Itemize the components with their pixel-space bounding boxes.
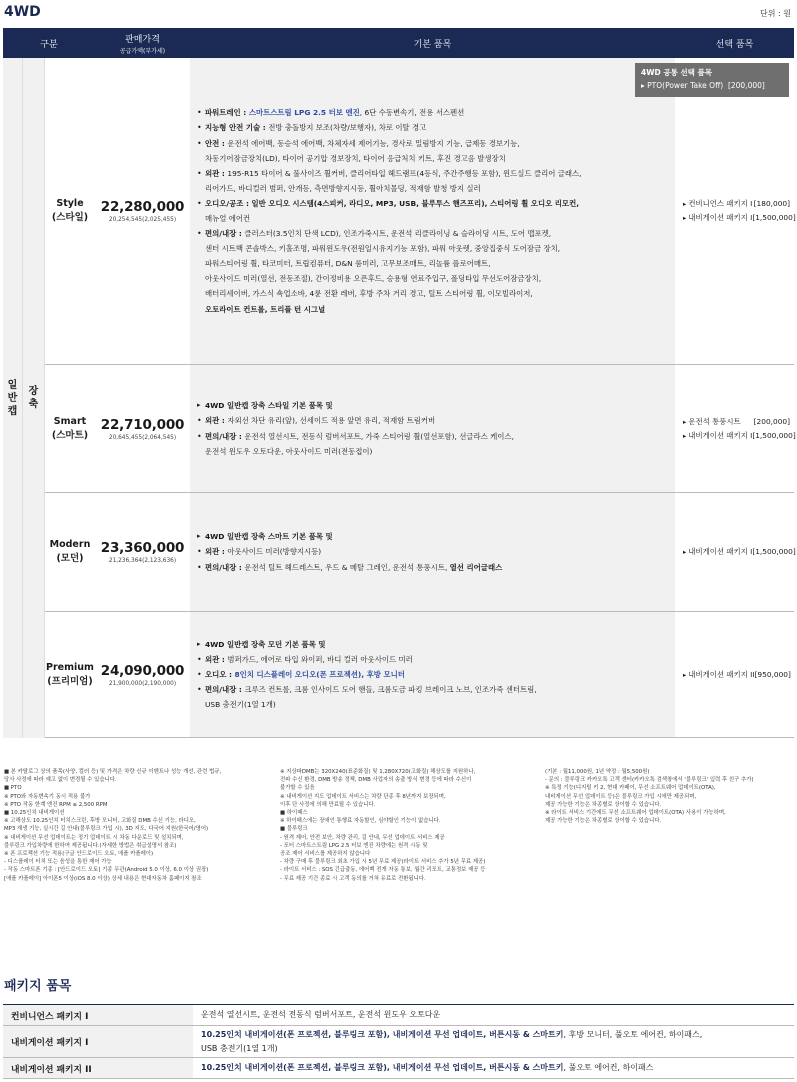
trim-name-en: Modern (49, 539, 91, 550)
basic-text: 자외선 차단 유리(앞), 선세이드 적용 앞면 유리, 적재함 트림커버 (227, 416, 436, 426)
basic-item (196, 211, 675, 226)
basic-item (196, 241, 675, 256)
basic-label: 지능형 안전 기술 : (205, 123, 269, 133)
option-name: ▸ 내비게이션 패키지 I (683, 211, 752, 225)
basic-heading: 4WD 일반캡 장축 스타일 기본 품목 및 (205, 401, 333, 411)
basic-item (196, 271, 675, 286)
common-options-title: 4WD 공통 선택 품목 (641, 68, 713, 77)
basic-label: 편의/내장 : (205, 562, 245, 572)
trim-row-style (45, 58, 794, 365)
basic-continuation: 차동기어잠금장치(LD), 타이어 공기압 경보장치, 타이어 응급처치 키트, 후진 경고음 발생장치 (205, 153, 506, 163)
supply-value: 21,236,364(2,123,636) (108, 558, 177, 564)
basic-items (190, 58, 675, 364)
trim-price (95, 612, 190, 737)
note-line: ■ PTO (4, 785, 22, 792)
note-line: 블루링크 가입차량에 한하여 제공됩니다.(자세한 방법은 취급설명서 참조) (4, 842, 177, 849)
option-item (683, 197, 790, 211)
trim-name-en: Premium (46, 661, 94, 673)
basic-item (196, 196, 675, 211)
package-row (3, 1004, 794, 1026)
basic-label: 편의/내장 : (205, 685, 245, 695)
basic-text: 전방 충돌방지 보조(차량/보행자), 차로 이탈 경고 (268, 123, 427, 133)
basic-continuation: 배터리세이버, 가스식 쇽업소바, 4륜 전환 레버, 후방 주차 거리 경고, 틸트 스티어링 휠, 이모빌라이저, (205, 289, 533, 299)
trim-name-kr: (모던) (56, 553, 84, 564)
note-line: ※ 특정 기능(디지털 키 2, 현대 카페이, 무선 소프트웨어 업데이트(OTA), (545, 785, 716, 792)
note-line: ※ PTO 작동 한계 엔진 RPM ≤ 2,500 RPM (4, 801, 108, 808)
supply-value: 20,645,455(2,064,545) (108, 434, 177, 441)
note-line: ■ 블루링크 (280, 826, 308, 833)
note-line: ■ 본 카탈로그 상의 품목(사양, 컬러 등) 및 가격은 차량 신규 이벤트나 성능 개선, 관련 법규, (4, 769, 222, 775)
trim-name-kr: (스마트) (51, 429, 89, 441)
note-line: - 라이트 서비스 : SOS 긴급출동, 에어백 전개 자동 통보, 월간 리포트, 교통정보 제공 등 (280, 867, 486, 874)
supply-value: 21,900,000(2,190,000) (108, 680, 177, 687)
basic-text: 클러스터(3.5인치 단색 LCD), 인조가죽시트, 운전석 리클라이닝 & 슬라이딩 시트, 도어 맵포켓, (244, 229, 552, 239)
basic-item (196, 151, 675, 166)
note-line: 제공 가능한 기능은 차종별로 상이할 수 있습니다. (545, 818, 662, 825)
basic-label: 안전 : (205, 138, 228, 148)
option-name: ▸ 운전석 통풍시트 (683, 415, 741, 429)
basic-items (190, 612, 675, 737)
basic-bold: 일반 오디오 시스템(4스피커, 라디오, MP3, USB, 블루투스 핸즈프리), 스티어링 휠 오디오 리모컨, (251, 198, 580, 208)
header-price: 판매가격 공급가액(부가세) (119, 34, 166, 55)
note-line: 전파 수신 환경, DMB 방송 정책, DMB 사업자의 송출 방식 변경 등에 따라 수신이 (280, 777, 472, 784)
common-option-item: ▸ PTO(Power Take Off) [200,000] (641, 81, 765, 90)
option-price: [1,500,000] (752, 213, 796, 222)
note-line: ※ 내비게이션 지도 업데이트 서비스는 차량 단종 후 8년까지 보장되며, (280, 793, 446, 800)
basic-text: 크루즈 컨트롤, 크롬 인사이드 도어 핸들, 크롬도금 파킹 브레이크 노브, 인조가죽 센터트림, (244, 685, 537, 695)
basic-item (196, 560, 675, 575)
header-basic: 기본 품목 (413, 39, 452, 50)
note-line: ※ 지상파DMB는 320X240(표준화질) 및 1,280X720(고화질) 해상도를 지원하나, (280, 769, 476, 775)
notes-col3 (545, 768, 754, 825)
basic-bold: 열선 리어글래스 (449, 562, 503, 572)
supply-value: 20,254,545(2,025,455) (108, 217, 177, 223)
basic-item (196, 444, 675, 459)
basic-item (196, 286, 675, 301)
package-contents (201, 1058, 791, 1078)
note-line: - 디스플레이 터치 또는 음성을 통한 제어 가능 (4, 859, 112, 866)
basic-items (190, 493, 675, 611)
basic-item (196, 652, 675, 667)
option-name: ▸ 내비게이션 패키지 I (683, 429, 752, 443)
option-items (675, 493, 794, 611)
side-label-outer: 일반캡 (3, 58, 23, 738)
package-row (3, 1026, 794, 1058)
basic-label: 외관 : (205, 654, 228, 664)
option-items (675, 58, 794, 364)
package-text: 운전석 열선시트, 운전석 전동식 럼버서포트, 운전석 윈도우 오토다운 (201, 1010, 441, 1019)
note-line: ※ 내비게이션 무선 업데이트는 정기 업데이트 시 차동 다운로드 및 설치되며, (4, 834, 184, 841)
basic-text: 운전석 열선시트, 전동식 럼버서포트, 가죽 스티어링 휠(열선포함), 선글라스 케이스, (244, 431, 514, 441)
basic-item (196, 529, 675, 544)
basic-continuation: 운전석 윈도우 오토다운, 아웃사이드 미러(전동접이) (205, 446, 373, 456)
package-line (201, 1061, 791, 1075)
package-line (201, 1028, 791, 1042)
basic-item (196, 544, 675, 559)
note-line: ■ 하이패스 (280, 810, 308, 817)
side-label-inner: 장축 (23, 58, 45, 738)
option-item (683, 545, 796, 559)
package-contents (201, 1026, 791, 1057)
note-line: ※ 하이패스에는 장애인 통행료 자동할인, 심야할인 기능이 없습니다. (280, 818, 441, 825)
basic-item (196, 697, 675, 712)
basic-item (196, 429, 675, 444)
trim-name (45, 493, 95, 611)
price-value: 22,710,000 (100, 416, 185, 433)
basic-text: 범퍼가드, 에어로 타입 와이퍼, 바디 컬러 아웃사이드 미러 (227, 654, 413, 664)
price-value: 22,280,000 (100, 199, 185, 215)
basic-item (196, 637, 675, 652)
trim-name-kr: (스타일) (51, 212, 89, 223)
option-name: ▸ 컨비니언스 패키지 I (683, 197, 752, 211)
basic-label: 외관 : (205, 168, 228, 178)
package-highlight: 10.25인치 내비게이션(폰 프로젝션, 블루링크 포함), 내비게이션 무선 업데이트, 버튼시동 & 스마트키 (201, 1029, 564, 1039)
price-value: 23,360,000 (100, 540, 185, 556)
note-line: ※ 라이트 서비스 기간에도 무선 소프트웨어 업데이트(OTA) 사용이 가능하며, (545, 810, 726, 817)
basic-text: 운전석 에어백, 동승석 에어백, 차체자세 제어기능, 경사로 밀림방지 기능, 급제동 경보기능, (227, 138, 520, 148)
note-line: ■ 10.25인치 내비게이션 (4, 810, 65, 817)
basic-text: 195-R15 타이어 & 풀사이즈 휠커버, 클리어타입 헤드램프(4등식, 주간주행등 포함), 윈드실드 클리어 글래스, (227, 168, 582, 178)
package-text: , 풀오토 에어컨, 하이패스 (563, 1063, 654, 1072)
basic-continuation: 리어가드, 바디컬러 범퍼, 안개등, 측면방향지시등, 휠아치몰딩, 적재함 발청 방지 실러 (205, 183, 481, 193)
option-items (675, 612, 794, 737)
basic-item (196, 120, 675, 135)
note-line: 공조 제어 서비스를 제공하지 않습니다 (280, 851, 371, 858)
option-price: [1,500,000] (752, 547, 796, 556)
note-line: (기본 : 월11,000원, 1년 약정 : 월5,500원) (545, 769, 650, 775)
basic-label: 오디오/공조 : (205, 198, 252, 208)
option-price: [180,000] (753, 199, 790, 208)
basic-label: 오디오 : (205, 669, 235, 679)
basic-heading: 4WD 일반캡 장축 모던 기본 품목 및 (205, 639, 326, 649)
note-line: 이후 단 사정에 의해 만료될 수 있습니다. (280, 801, 376, 808)
note-line: - 원격 제어, 안전 보안, 차량 관리, 길 안내, 무선 업데이트 서비스 제공 (280, 834, 445, 841)
option-price: [1,500,000] (752, 430, 796, 440)
package-text: USB 충전기(1열 1개) (201, 1043, 278, 1053)
basic-items (190, 365, 675, 492)
option-name: ▸ 내비게이션 패키지 II (683, 668, 755, 682)
packages-title: 패키지 품목 (4, 979, 72, 994)
basic-label: 편의/내장 : (205, 431, 245, 441)
note-line: 제공 가능한 기능은 차종별로 상이할 수 있습니다. (545, 801, 662, 808)
trim-price (95, 58, 190, 364)
trim-name (45, 58, 95, 364)
option-item (683, 211, 796, 225)
basic-continuation: 오토라이트 컨트롤, 트리플 턴 시그널 (205, 304, 326, 314)
basic-continuation: USB 충전기(1열 1개) (205, 700, 276, 710)
option-price: [950,000] (754, 669, 791, 679)
notes-col2 (280, 768, 485, 883)
basic-label: 외관 : (205, 547, 228, 557)
basic-continuation: 파워스티어링 휠, 타코미터, 트립컴퓨터, D&N 룸미러, 고무보조매트, 리놀륨 플로어매트, (205, 259, 491, 269)
note-line: 당사 사정에 따라 예고 없이 변경될 수 있습니다. (4, 777, 117, 784)
basic-continuation: 아웃사이드 미러(열선, 전동조절), 간이정비용 오픈후드, 승용형 연료주입구, 폴딩타입 무선도어잠금장치, (205, 274, 542, 284)
trim-name (45, 365, 95, 492)
note-line: ※ 고해상도 10.25인치 터치스크린, 후방 모니터, 고화질 DMB 수신 기능, 라디오, (4, 818, 196, 825)
basic-highlight: 스마트스트림 LPG 2.5 터보 엔진 (248, 108, 360, 118)
option-item (683, 429, 796, 443)
package-contents (201, 1005, 791, 1025)
basic-item (196, 302, 675, 317)
page-title: 4WD (4, 4, 41, 20)
basic-label: 파워트레인 : (205, 108, 249, 118)
trim-name-kr: (프리미엄) (47, 675, 93, 687)
basic-highlight: 8인치 디스플레이 오디오(폰 프로젝션), 후방 모니터 (234, 669, 405, 679)
table-header (3, 28, 794, 58)
basic-label: 편의/내장 : (205, 229, 245, 239)
note-line: [애플 카플레이] 아이폰5 이상(iOS 8.0 이상) 상세 내용은 현대자동차 홈페이지 참조 (4, 875, 202, 882)
note-line: ※ 폰 프로젝션 기능 적용(구글 안드로이드 오토, 애플 카플레이) (4, 851, 154, 858)
basic-text: , 6단 수동변속기, 전용 서스펜션 (359, 108, 465, 118)
option-name: ▸ 내비게이션 패키지 I (683, 545, 752, 559)
trim-price (95, 493, 190, 611)
unit-label: 단위 : 원 (760, 9, 791, 18)
note-line: - 포터 스마트스트림 LPG 2.5 터보 엔진 차량에는 원격 시동 및 (280, 842, 428, 849)
basic-continuation: 매뉴얼 에어컨 (205, 214, 251, 223)
trim-price (95, 365, 190, 492)
basic-item (196, 398, 675, 413)
note-line: - 작동 스마트폰 기종 : [안드로이드 오토] 기종 무관(Android 5.0 이상, 6.0 이상 권장) (4, 867, 209, 874)
basic-item (196, 682, 675, 697)
basic-item (196, 166, 675, 181)
basic-item (196, 136, 675, 151)
basic-continuation: 센터 시트백 콘솔박스, 키홀조명, 파워윈도우(전원일시유지기능 포함), 파워 아웃렛, 중앙집중식 도어잠금 장치, (205, 244, 561, 254)
trim-row-premium (45, 612, 794, 738)
price-value: 24,090,000 (100, 662, 185, 679)
basic-item (196, 226, 675, 241)
package-line (201, 1042, 791, 1056)
package-line (201, 1008, 791, 1022)
trim-row-smart (45, 365, 794, 493)
package-text: , 후방 모니터, 풀오토 에어컨, 하이패스, (563, 1029, 703, 1039)
basic-item (196, 256, 675, 271)
trim-name-en: Smart (53, 415, 87, 427)
note-line: - 무료 제공 기간 종료 시 고객 동의를 거쳐 유료로 전환됩니다. (280, 875, 426, 882)
trim-name (45, 612, 95, 737)
basic-item (196, 413, 675, 428)
note-line: 불가할 수 있음 (280, 785, 315, 792)
option-price: [200,000] (753, 416, 790, 426)
note-line: - 차량 구매 후 블루링크 최초 가입 시 5년 무료 제공(라이트 서비스 추가 5년 무료 제공) (280, 859, 486, 866)
basic-item (196, 181, 675, 196)
note-line: ※ PTO와 자동변속기 동시 적용 불가 (4, 793, 91, 800)
basic-text: 운전석 틸트 헤드레스트, 우드 & 메탈 그레인, 운전석 통풍시트, (244, 562, 450, 572)
note-line: 내비게이션 무선 업데이트 등)은 블루링크 가입 시에만 제공되며, (545, 793, 697, 800)
notes-col1 (4, 768, 221, 883)
option-item (683, 415, 790, 429)
note-line: - 문의 : 블루링크 카카오톡 고객 센터(카카오톡 검색창에서 '블루링크' 입력 후 친구 추가) (545, 777, 754, 784)
basic-item (196, 105, 675, 120)
package-name: 내비게이션 패키지 I (3, 1026, 193, 1057)
package-name: 컨비니언스 패키지 I (3, 1005, 193, 1025)
option-item (683, 668, 790, 682)
package-row (3, 1058, 794, 1079)
package-name: 내비게이션 패키지 II (3, 1058, 193, 1078)
option-items (675, 365, 794, 492)
note-line: MP3 재생 기능, 실시간 길 안내(블루링크 가입 시), 3D 지도, 다국어 지원(한국어/영어) (4, 826, 209, 833)
basic-heading: 4WD 일반캡 장축 스마트 기본 품목 및 (205, 532, 333, 542)
header-category: 구분 (40, 39, 58, 50)
basic-label: 외관 : (205, 416, 228, 426)
basic-text: 아웃사이드 미러(방향지시등) (227, 547, 322, 557)
trim-name-en: Style (56, 198, 84, 209)
header-options: 선택 품목 (715, 39, 754, 50)
trim-row-modern (45, 493, 794, 612)
basic-item (196, 667, 675, 682)
package-highlight: 10.25인치 내비게이션(폰 프로젝션, 블루링크 포함), 내비게이션 무선 업데이트, 버튼시동 & 스마트키 (201, 1063, 564, 1072)
common-options-box (635, 63, 789, 97)
